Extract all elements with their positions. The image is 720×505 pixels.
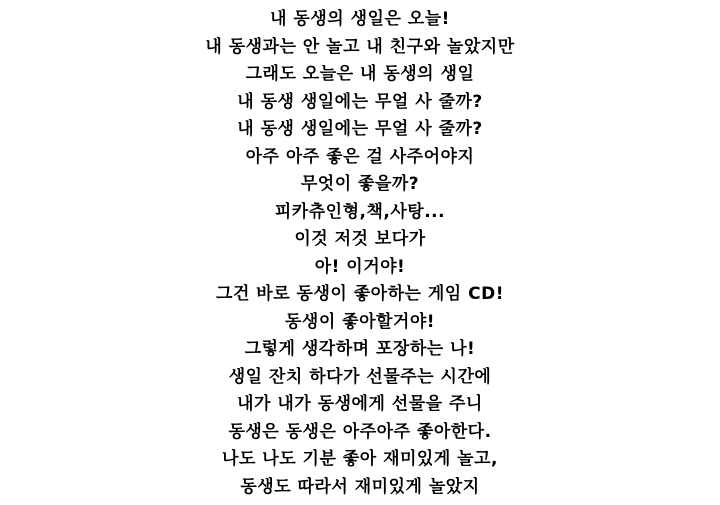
poem-line-5: 내 동생 생일에는 무얼 사 줄까?	[237, 119, 483, 139]
poem-line-1: 내 동생의 생일은 오늘!	[270, 9, 450, 29]
poem-line-16: 동생은 동생은 아주아주 좋아한다.	[228, 421, 492, 442]
poem-line-2: 내 동생과는 안 놀고 내 친구와 놀았지만	[205, 36, 515, 57]
poem-line-15: 내가 내가 동생에게 선물을 주니	[237, 394, 483, 414]
poem-line-6: 아주 아주 좋은 걸 사주어야지	[245, 146, 475, 167]
poem-line-18: 동생도 따라서 재미있게 놀았지	[240, 476, 480, 497]
poem-text	[0, 6, 720, 501]
poem-line-4: 내 동생 생일에는 무얼 사 줄까?	[237, 91, 483, 112]
poem-line-7: 무엇이 좋을까?	[300, 174, 420, 194]
poem-line-10: 아! 이거야!	[314, 256, 406, 277]
poem-line-17: 나도 나도 기분 좋아 재미있게 놀고,	[222, 449, 498, 469]
poem-line-9: 이것 저것 보다가	[294, 229, 426, 249]
poem-line-13: 그렇게 생각하며 포장하는 나!	[244, 339, 476, 359]
poem-line-12: 동생이 좋아할거야!	[284, 311, 436, 332]
poem-line-14: 생일 잔치 하다가 선물주는 시간에	[228, 366, 492, 387]
poem-line-8: 피카츄인형,책,사탕...	[274, 201, 446, 222]
poem-line-11: 그건 바로 동생이 좋아하는 게임 CD!	[216, 284, 504, 304]
poem-line-3: 그래도 오늘은 내 동생의 생일	[245, 64, 475, 84]
